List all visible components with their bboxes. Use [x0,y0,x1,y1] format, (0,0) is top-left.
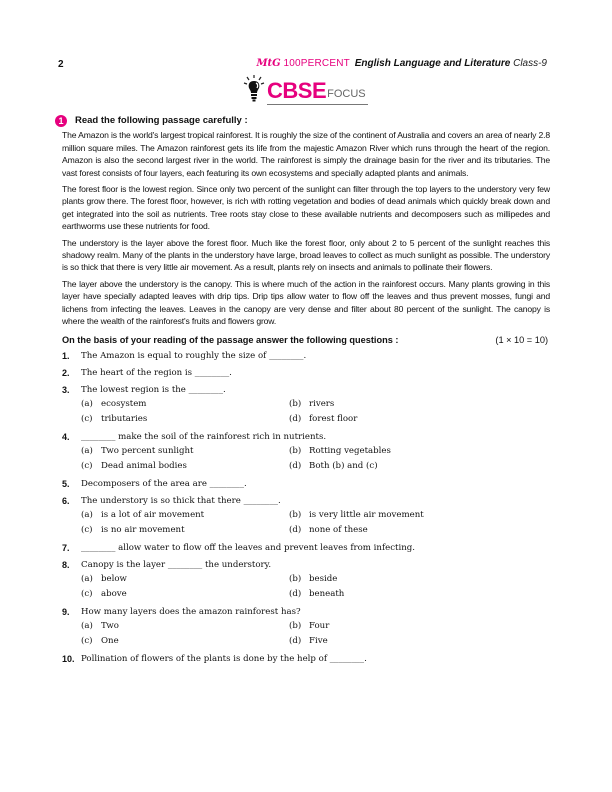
option-text: is a lot of air movement [101,509,205,520]
option-text: ecosystem [101,398,147,409]
option-text: is no air movement [101,524,185,535]
question-number: 2. [62,367,70,378]
option-label: (c) [81,524,93,535]
title-underline [267,104,368,105]
option-text: Both (b) and (c) [309,460,378,471]
question-text: Pollination of flowers of the plants is done by the help of ________. [81,653,367,664]
option-item [81,619,289,634]
option-label: (b) [289,573,302,584]
option-text: above [101,588,127,599]
passage-paragraph: The forest floor is the lowest region. Since only two percent of the sunlight can filter through the top layers to the understory very few plants grow there. The forest floor, however, is rich with rotting vegetation and bodies of dead animals which quickly break down and get integrated into the soil as nutrients. Tree roots stay close to these available nutrients and decomposers such as millipedes and earthworms use these nutrients for food. [62,184,550,232]
book-title: English Language and Literature [354,58,511,69]
option-item [81,444,289,459]
option-item [289,619,489,634]
heading-text: Read the following passage carefully : [75,115,248,126]
question-item [62,431,550,444]
option-item [81,508,289,523]
option-text: Rotting vegetables [309,445,391,456]
lightbulb-icon [243,74,265,102]
question-text: The Amazon is equal to roughly the size of ________. [81,350,307,361]
options-grid [81,619,550,649]
section-subtitle: FOCUS [327,88,366,100]
brand-logo: MtG [256,58,281,69]
option-item [289,587,489,602]
option-label: (a) [81,445,93,456]
option-text: forest floor [309,413,358,424]
options-grid [81,508,550,538]
question-number: 5. [62,478,70,489]
option-label: (c) [81,635,93,646]
question-text: ________ allow water to flow off the leaves and prevent leaves from infecting. [81,542,416,553]
question-number: 7. [62,542,70,553]
options-grid [81,397,550,427]
marks-scheme: (1 × 10 = 10) [495,334,548,345]
option-text: tributaries [101,413,148,424]
question-item [62,478,550,491]
option-item [289,508,489,523]
option-text: Dead animal bodies [101,460,187,471]
option-item [81,587,289,602]
question-number: 8. [62,559,70,570]
option-label: (a) [81,398,93,409]
options-grid [81,572,550,602]
question-number: 10. [62,653,75,664]
option-item [289,572,489,587]
option-text: Two percent sunlight [101,445,194,456]
question-item [62,384,550,397]
option-text: beside [309,573,338,584]
question-text: ________ make the soil of the rainforest rich in nutrients. [81,431,327,442]
option-label: (c) [81,413,93,424]
option-text: below [101,573,127,584]
options-grid [81,444,550,474]
question-text: Canopy is the layer ________ the understory. [81,559,272,570]
option-item [81,397,289,412]
passage-paragraph: The Amazon is the world's largest tropical rainforest. It is roughly the size of the continent of Australia and covers an area of nearly 2.8 million square miles. The Amazon rainforest gets its life from the majestic Amazon River which runs through the heart of the region. Amazon is also the second largest river in the world. The rainforest is simply the drainage basin for the river and its tributaries. The vast forest consists of four layers, each featuring its own ecosystems and specially adapted plants and animals. [62,130,550,178]
option-item [289,412,489,427]
passage-paragraph: The layer above the understory is the canopy. This is where much of the action in the rainforest occurs. Many plants growing in this layer have specially adapted leaves with drip tips. Drip tips allow water to flow off the leaves and thus prevent mosses, fungi and lichens from infecting the leaves. Leaves in the canopy are very dense and filter about 80 percent of the sunlight. The canopy is where the wealth of the rainforest's fruits and flowers grow. [62,278,550,327]
question-text: The heart of the region is ________. [81,367,232,378]
question-item [62,495,550,508]
option-item [81,459,289,474]
brand-name: 100PERCENT [283,58,350,69]
question-text: The lowest region is the ________. [81,384,226,395]
option-text: Four [309,620,330,631]
question-number-badge: 1 [55,115,67,127]
option-item [81,523,289,538]
option-label: (d) [289,635,302,646]
option-item [289,459,489,474]
option-item [81,634,289,649]
running-header [256,58,547,69]
question-text: How many layers does the amazon rainforest has? [81,606,301,617]
instruction-text: On the basis of your reading of the passage answer the following questions : [62,334,399,345]
option-text: Five [309,635,328,646]
question-text: The understory is so thick that there ________. [81,495,281,506]
option-label: (a) [81,620,93,631]
option-label: (d) [289,524,302,535]
option-text: beneath [309,588,345,599]
option-item [289,634,489,649]
question-number: 3. [62,384,70,395]
question-number: 6. [62,495,70,506]
question-item [62,653,550,666]
option-text: is very little air movement [309,509,424,520]
question-text: Decomposers of the area are ________. [81,478,247,489]
option-label: (c) [81,588,93,599]
option-label: (b) [289,509,302,520]
option-label: (a) [81,573,93,584]
question-list [62,350,550,666]
option-label: (b) [289,445,302,456]
question-heading [58,115,550,127]
question-block [58,115,550,666]
passage-paragraph: The understory is the layer above the forest floor. Much like the forest floor, only about 2 to 5 percent of the sunlight reaches this shadowy realm. Many of the plants in the understory have large, broad leaves to collect as much sunlight as possible. The understory is so thick that there is very little air movement. As a result, plants rely on insects and animals to pollinate their flowers. [62,237,550,273]
option-text: none of these [309,524,368,535]
question-item [62,367,550,380]
question-item [62,350,550,363]
option-item [289,523,489,538]
question-item [62,542,550,555]
option-item [289,397,489,412]
question-number: 4. [62,431,70,442]
option-label: (a) [81,509,93,520]
option-label: (d) [289,413,302,424]
option-label: (c) [81,460,93,471]
question-number: 1. [62,350,70,361]
section-title: CBSE [267,78,327,103]
option-label: (d) [289,588,302,599]
page-number: 2 [58,59,64,70]
book-class: Class-9 [513,58,547,69]
instructions [62,334,550,346]
option-item [289,444,489,459]
option-item [81,412,289,427]
option-text: rivers [309,398,335,409]
option-item [81,572,289,587]
option-text: One [101,635,119,646]
question-item [62,606,550,619]
question-number: 9. [62,606,70,617]
option-label: (b) [289,398,302,409]
option-text: Two [101,620,119,631]
section-banner [243,74,366,102]
option-label: (b) [289,620,302,631]
option-label: (d) [289,460,302,471]
question-item [62,559,550,572]
